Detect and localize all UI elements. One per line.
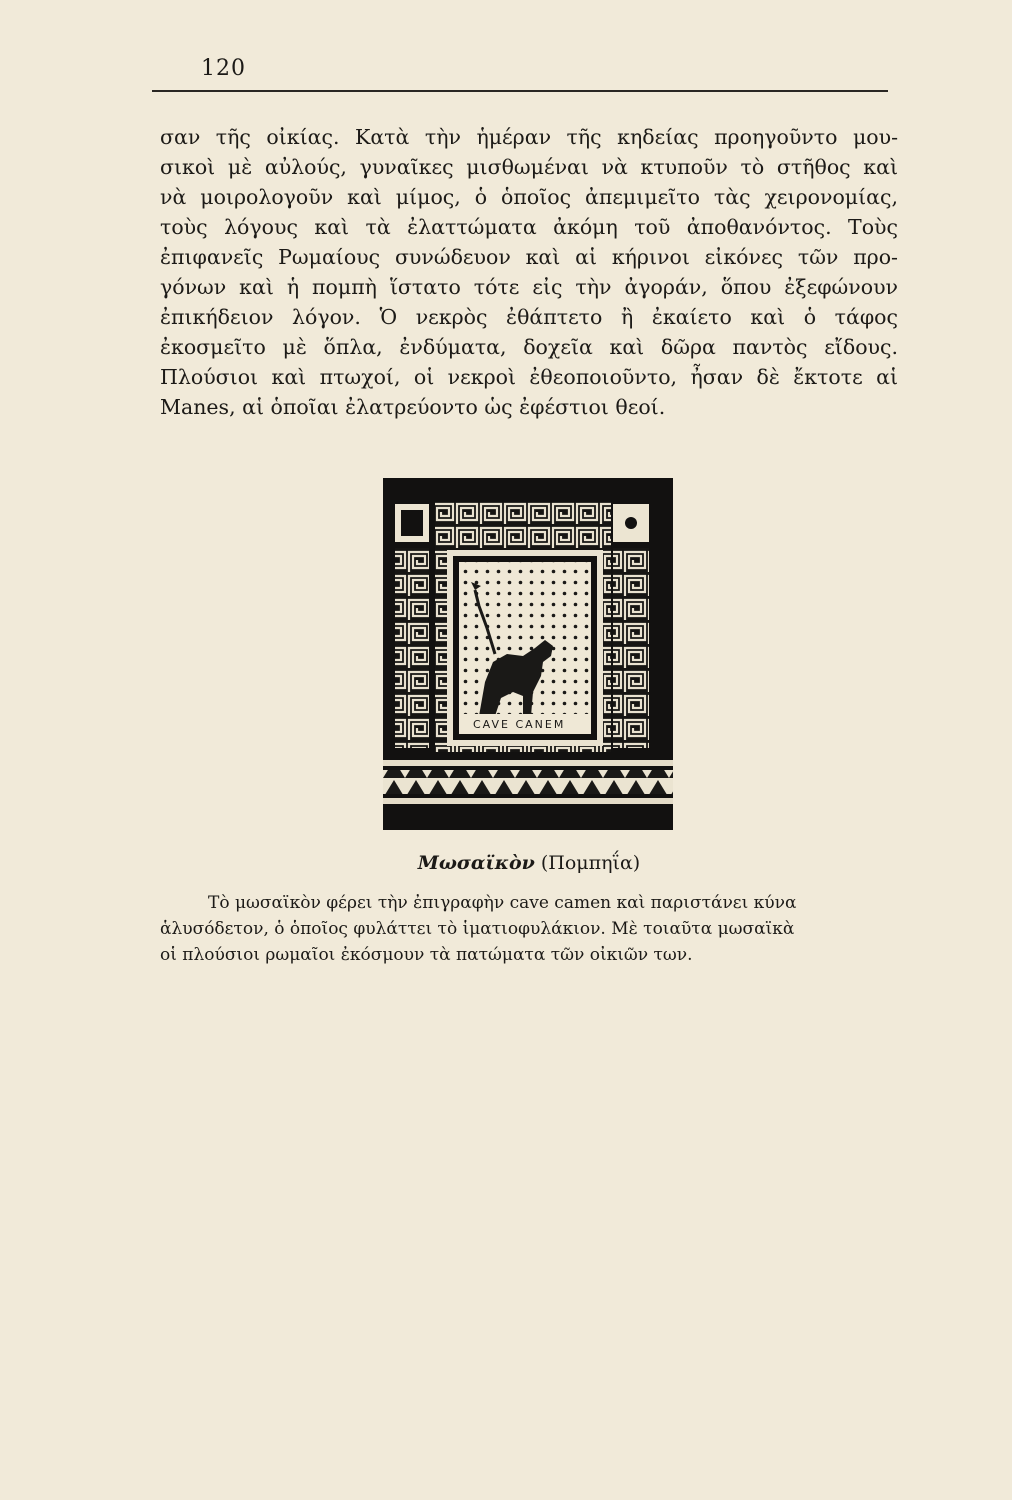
body-paragraph [160,122,898,422]
mosaic-illustration [383,478,673,830]
body-line: ἐπικήδειον λόγον. Ὁ νεκρὸς ἐθάπτετο ἢ ἐκαίετο καὶ ὁ τάφος [160,305,898,329]
note-line: οἱ πλούσιοι ρωμαῖοι ἐκόσμουν τὰ πατώματα τῶν οἰκιῶν των. [160,945,693,965]
body-line: τοὺς λόγους καὶ τὰ ἐλαττώματα ἀκόμη τοῦ ἀποθανόντος. Τοὺς [160,215,898,239]
body-line: σικοὶ μὲ αὐλούς, γυναῖκες μισθωμέναι νὰ κτυποῦν τὸ στῆθος καὶ [160,155,898,179]
mosaic-inscription: CAVE CANEM [473,718,566,731]
figure-caption [160,852,898,874]
body-line: γόνων καὶ ἡ πομπὴ ἵστατο τότε εἰς τὴν ἀγοράν, ὅπου ἐξεφώνουν [160,275,898,299]
body-line: νὰ μοιρολογοῦν καὶ μίμος, ὁ ὁποῖος ἀπεμιμεῖτο τὰς χειρονομίας, [160,185,898,209]
figure-note [160,890,896,968]
caption-title: Μωσαϊκὸν [417,852,535,874]
body-line: Manes, αἱ ὁποῖαι ἐλατρεύοντο ὡς ἐφέστιοι θεοί. [160,395,666,419]
body-line: ἐπιφανεῖς Ρωμαίους συνώδευον καὶ αἱ κήρινοι εἰκόνες τῶν προ- [160,245,898,269]
header-rule [152,90,888,92]
note-line: Τὸ μωσαϊκὸν φέρει τὴν ἐπιγραφὴν cave camen καὶ παριστάνει κύνα [208,893,797,913]
body-line: ἐκοσμεῖτο μὲ ὅπλα, ἐνδύματα, δοχεῖα καὶ δῶρα παντὸς εἴδους. [160,335,898,359]
page-number: 120 [201,56,246,81]
body-line: σαν τῆς οἰκίας. Κατὰ τὴν ἡμέραν τῆς κηδείας προηγοῦντο μου- [160,125,898,149]
mosaic-figure [383,478,673,830]
note-line: ἁλυσόδετον, ὁ ὁποῖος φυλάττει τὸ ἱματιοφυλάκιον. Μὲ τοιαῦτα μωσαϊκὰ [160,919,795,939]
caption-subtitle: (Πομπηΐα) [540,852,641,874]
body-line: Πλούσιοι καὶ πτωχοί, οἱ νεκροὶ ἐθεοποιοῦντο, ἦσαν δὲ ἔκτοτε αἱ [160,365,898,389]
